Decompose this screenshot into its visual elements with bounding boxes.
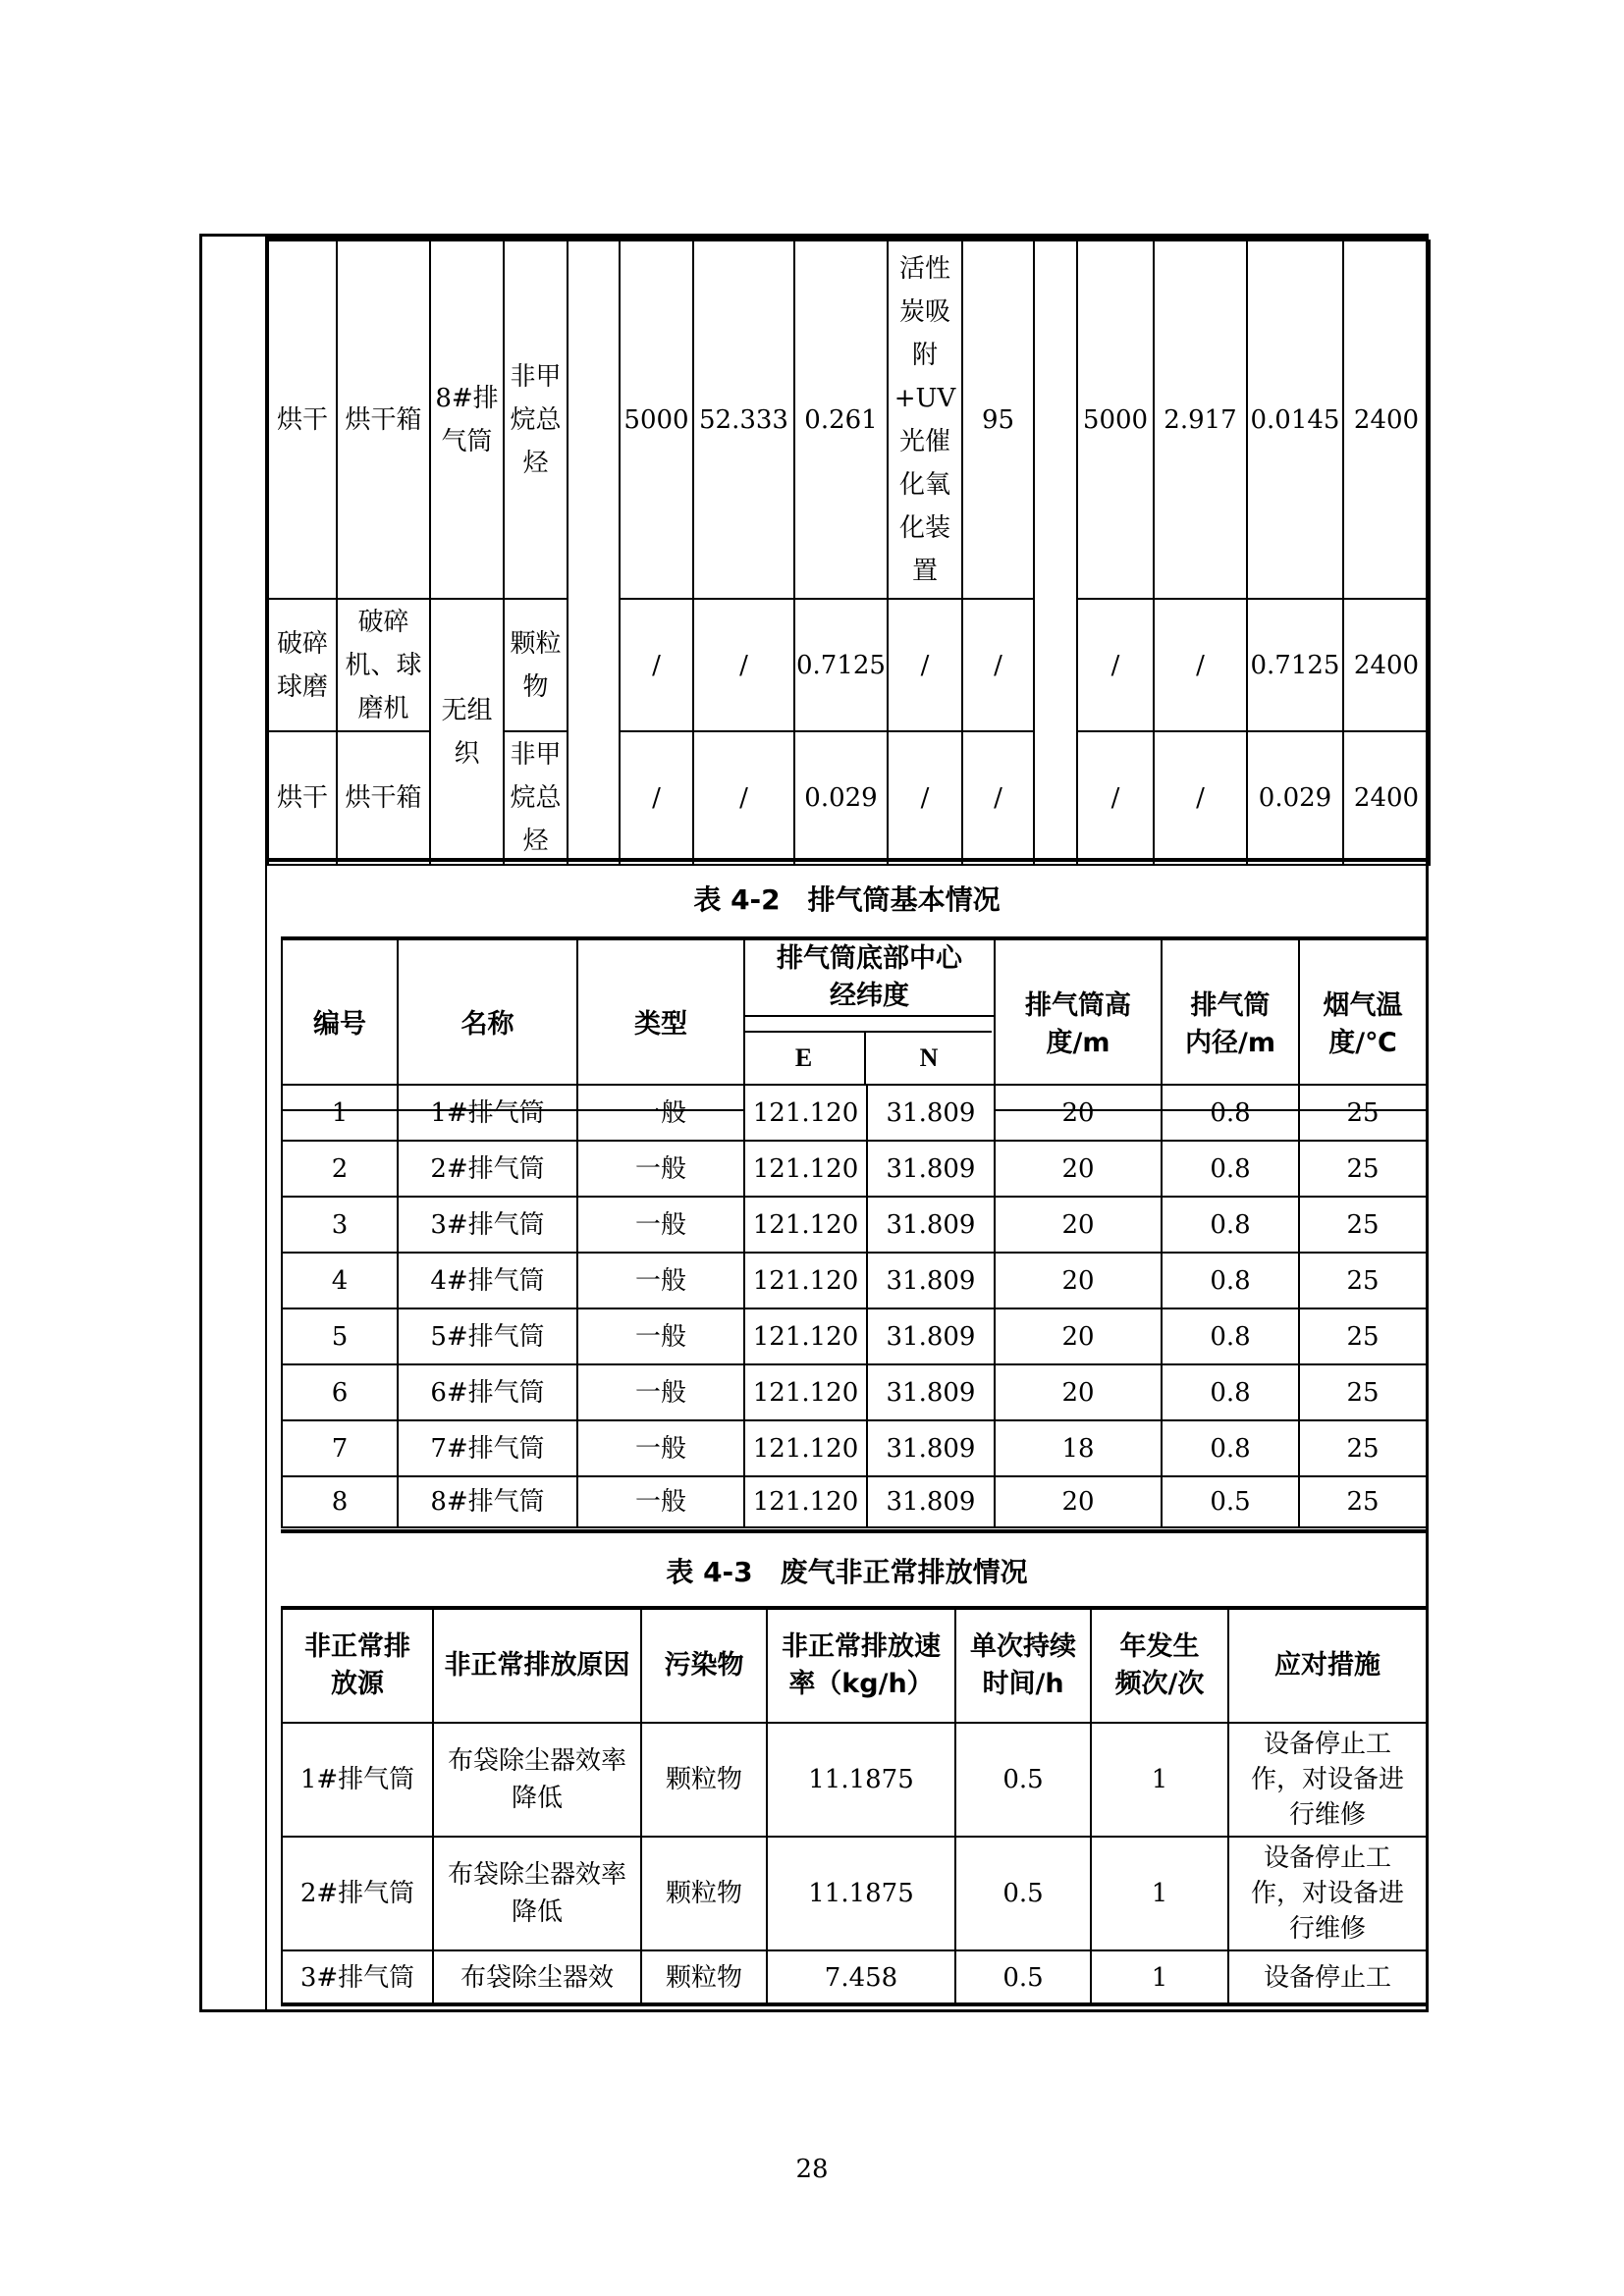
source-cell: 8#排气筒 <box>430 240 504 599</box>
pollutant-cell: 颗粒物 <box>641 1950 767 2005</box>
value-cell: / <box>693 731 794 865</box>
col-header-type: 类型 <box>577 939 744 1110</box>
diameter-cell: 0.8 <box>1162 1308 1299 1364</box>
efficiency-cell: / <box>962 599 1034 731</box>
e-cell: 121.120 <box>744 1476 867 1527</box>
temp-cell: 25 <box>1299 1364 1427 1420</box>
type-cell: 一般 <box>577 1364 744 1420</box>
table-row <box>282 1723 1427 1837</box>
n-cell: 31.809 <box>867 1476 995 1527</box>
type-cell: 一般 <box>577 1476 744 1527</box>
treatment-cell: / <box>888 731 962 865</box>
header-row <box>282 1609 1427 1723</box>
e-cell: 121.120 <box>744 1141 867 1197</box>
source-cell: 3#排气筒 <box>282 1950 433 2005</box>
n-cell: 31.809 <box>867 1253 995 1308</box>
table-row <box>282 1197 1427 1253</box>
type-cell: 一般 <box>577 1197 744 1253</box>
value-cell: 0.029 <box>794 731 888 865</box>
hours-cell: 2400 <box>1343 240 1430 599</box>
process-cell: 破碎球磨 <box>268 599 337 731</box>
table-row <box>282 1837 1427 1950</box>
rate-cell: 11.1875 <box>767 1837 955 1950</box>
blank-cell <box>568 240 620 865</box>
process-cell: 烘干 <box>268 240 337 599</box>
value-cell: 0.0145 <box>1247 240 1343 599</box>
table-row <box>282 1364 1427 1420</box>
pollutant-cell: 颗粒物 <box>641 1723 767 1837</box>
treatment-cell: / <box>888 599 962 731</box>
value-cell: / <box>1154 731 1247 865</box>
coord-subheader <box>743 1031 992 1084</box>
value-cell: / <box>620 731 693 865</box>
page-number: 28 <box>795 2155 829 2184</box>
efficiency-cell: / <box>962 731 1034 865</box>
value-cell: / <box>1077 599 1154 731</box>
temp-cell: 25 <box>1299 1253 1427 1308</box>
pollutant-cell: 颗粒物 <box>641 1837 767 1950</box>
rate-cell: 11.1875 <box>767 1723 955 1837</box>
height-cell: 20 <box>995 1197 1162 1253</box>
pollutant-cell: 非甲烷总烃 <box>504 731 568 865</box>
duration-cell: 0.5 <box>955 1950 1091 2005</box>
type-cell: 一般 <box>577 1085 744 1141</box>
col-header-reason: 非正常排放原因 <box>433 1609 641 1723</box>
value-cell: 0.029 <box>1247 731 1343 865</box>
height-cell: 20 <box>995 1476 1162 1527</box>
temp-cell: 25 <box>1299 1308 1427 1364</box>
e-cell: 121.120 <box>744 1364 867 1420</box>
height-cell: 20 <box>995 1253 1162 1308</box>
type-cell: 一般 <box>577 1420 744 1476</box>
treatment-cell: 活性炭吸附+UV光催化氧化装置 <box>888 240 962 599</box>
diameter-cell: 0.8 <box>1162 1085 1299 1141</box>
height-cell: 20 <box>995 1308 1162 1364</box>
table-4-3-caption: 表 4-3 废气非正常排放情况 <box>666 1556 1028 1588</box>
n-cell: 31.809 <box>867 1141 995 1197</box>
name-cell: 7#排气筒 <box>398 1420 577 1476</box>
measure-cell: 设备停止工 <box>1228 1950 1427 2005</box>
temp-cell: 25 <box>1299 1476 1427 1527</box>
name-cell: 5#排气筒 <box>398 1308 577 1364</box>
height-cell: 20 <box>995 1085 1162 1141</box>
value-cell: 52.333 <box>693 240 794 599</box>
col-header-id: 编号 <box>282 939 398 1110</box>
col-header-temp: 烟气温度/℃ <box>1299 939 1427 1110</box>
table-row <box>282 1141 1427 1197</box>
id-cell: 8 <box>282 1476 398 1527</box>
frequency-cell: 1 <box>1091 1837 1228 1950</box>
table-bottom-rule <box>281 1529 1426 1533</box>
temp-cell: 25 <box>1299 1141 1427 1197</box>
frequency-cell: 1 <box>1091 1723 1228 1837</box>
frequency-cell: 1 <box>1091 1950 1228 2005</box>
col-header-diameter: 排气筒内径/m <box>1162 939 1299 1110</box>
height-cell: 18 <box>995 1420 1162 1476</box>
col-header-rate: 非正常排放速率（kg/h） <box>767 1609 955 1723</box>
measure-cell: 设备停止工作，对设备进行维修 <box>1228 1837 1427 1950</box>
source-cell: 无组织 <box>430 599 504 865</box>
diameter-cell: 0.8 <box>1162 1141 1299 1197</box>
id-cell: 5 <box>282 1308 398 1364</box>
col-header-duration: 单次持续时间/h <box>955 1609 1091 1723</box>
col-header-source: 非正常排放源 <box>282 1609 433 1723</box>
id-cell: 6 <box>282 1364 398 1420</box>
name-cell: 3#排气筒 <box>398 1197 577 1253</box>
id-cell: 3 <box>282 1197 398 1253</box>
name-cell: 8#排气筒 <box>398 1476 577 1527</box>
table-bottom-rule <box>281 2002 1426 2006</box>
table-row <box>282 1950 1427 2005</box>
value-cell: 0.7125 <box>794 599 888 731</box>
n-cell: 31.809 <box>867 1420 995 1476</box>
col-header-measure: 应对措施 <box>1228 1609 1427 1723</box>
temp-cell: 25 <box>1299 1085 1427 1141</box>
e-cell: 121.120 <box>744 1197 867 1253</box>
id-cell: 2 <box>282 1141 398 1197</box>
measure-cell: 设备停止工作，对设备进行维修 <box>1228 1723 1427 1837</box>
diameter-cell: 0.8 <box>1162 1253 1299 1308</box>
type-cell: 一般 <box>577 1308 744 1364</box>
source-cell: 1#排气筒 <box>282 1723 433 1837</box>
name-cell: 1#排气筒 <box>398 1085 577 1141</box>
name-cell: 4#排气筒 <box>398 1253 577 1308</box>
value-cell: 0.261 <box>794 240 888 599</box>
pollutant-cell: 颗粒物 <box>504 599 568 731</box>
value-cell: 5000 <box>620 240 693 599</box>
col-header-name: 名称 <box>398 939 577 1110</box>
pollutant-cell: 非甲烷总烃 <box>504 240 568 599</box>
table-row <box>268 240 1430 599</box>
value-cell: / <box>693 599 794 731</box>
reason-cell: 布袋除尘器效率降低 <box>433 1723 641 1837</box>
diameter-cell: 0.8 <box>1162 1197 1299 1253</box>
value-cell: / <box>620 599 693 731</box>
col-header-pollutant: 污染物 <box>641 1609 767 1723</box>
reason-cell: 布袋除尘器效 <box>433 1950 641 2005</box>
hours-cell: 2400 <box>1343 599 1430 731</box>
id-cell: 4 <box>282 1253 398 1308</box>
type-cell: 一般 <box>577 1253 744 1308</box>
e-cell: 121.120 <box>744 1420 867 1476</box>
n-cell: 31.809 <box>867 1085 995 1141</box>
col-header-height: 排气筒高度/m <box>995 939 1162 1110</box>
n-cell: 31.809 <box>867 1197 995 1253</box>
col-header-frequency: 年发生频次/次 <box>1091 1609 1228 1723</box>
id-cell: 1 <box>282 1085 398 1141</box>
e-cell: 121.120 <box>744 1253 867 1308</box>
table-row <box>282 1420 1427 1476</box>
emission-table <box>267 240 1431 866</box>
table-4-2-caption: 表 4-2 排气筒基本情况 <box>693 883 1001 916</box>
table-row <box>282 1253 1427 1308</box>
id-cell: 7 <box>282 1420 398 1476</box>
name-cell: 2#排气筒 <box>398 1141 577 1197</box>
efficiency-cell: 95 <box>962 240 1034 599</box>
temp-cell: 25 <box>1299 1420 1427 1476</box>
diameter-cell: 0.5 <box>1162 1476 1299 1527</box>
blank-cell <box>1034 240 1077 865</box>
process-cell: 烘干 <box>268 731 337 865</box>
table-bottom-rule <box>267 858 1429 862</box>
col-header-coord: 排气筒底部中心经纬度 <box>744 939 995 1016</box>
value-cell: 0.7125 <box>1247 599 1343 731</box>
equipment-cell: 烘干箱 <box>337 731 430 865</box>
height-cell: 20 <box>995 1141 1162 1197</box>
temp-cell: 25 <box>1299 1197 1427 1253</box>
table-row <box>282 1476 1427 1527</box>
reason-cell: 布袋除尘器效率降低 <box>433 1837 641 1950</box>
rate-cell: 7.458 <box>767 1950 955 2005</box>
source-cell: 2#排气筒 <box>282 1837 433 1950</box>
equipment-cell: 破碎机、球磨机 <box>337 599 430 731</box>
n-cell: 31.809 <box>867 1364 995 1420</box>
table-row <box>282 1308 1427 1364</box>
col-header-e: E <box>743 1031 866 1084</box>
table-row <box>282 1085 1427 1141</box>
value-cell: 5000 <box>1077 240 1154 599</box>
hours-cell: 2400 <box>1343 731 1430 865</box>
diameter-cell: 0.8 <box>1162 1364 1299 1420</box>
e-cell: 121.120 <box>744 1308 867 1364</box>
type-cell: 一般 <box>577 1141 744 1197</box>
value-cell: / <box>1077 731 1154 865</box>
height-cell: 20 <box>995 1364 1162 1420</box>
duration-cell: 0.5 <box>955 1837 1091 1950</box>
equipment-cell: 烘干箱 <box>337 240 430 599</box>
table-row <box>268 599 1430 731</box>
diameter-cell: 0.8 <box>1162 1420 1299 1476</box>
duration-cell: 0.5 <box>955 1723 1091 1837</box>
stack-table-body <box>281 1084 1428 1528</box>
header-row <box>282 939 1427 1016</box>
n-cell: 31.809 <box>867 1308 995 1364</box>
abnormal-emission-table <box>281 1608 1428 2006</box>
col-header-n: N <box>866 1031 992 1084</box>
e-cell: 121.120 <box>744 1085 867 1141</box>
value-cell: / <box>1154 599 1247 731</box>
value-cell: 2.917 <box>1154 240 1247 599</box>
name-cell: 6#排气筒 <box>398 1364 577 1420</box>
